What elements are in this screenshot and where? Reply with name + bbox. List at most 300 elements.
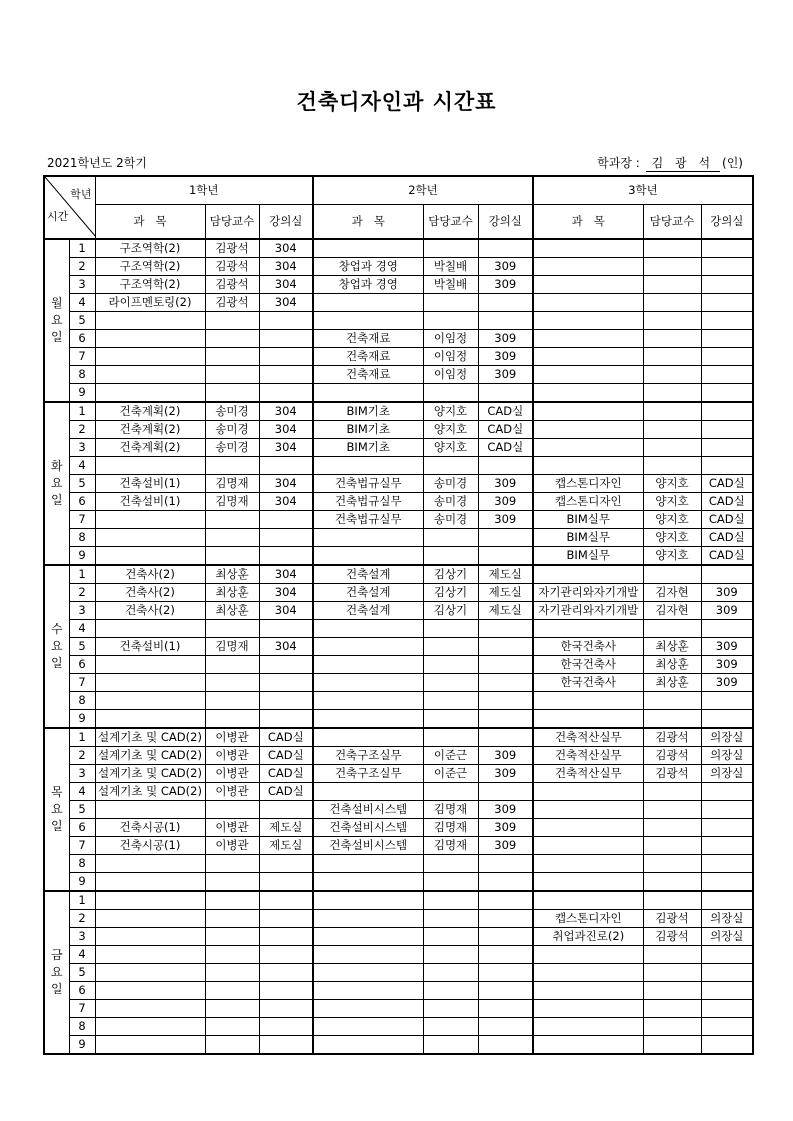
grade3-subject: 한국건축사 bbox=[533, 638, 643, 656]
table-row bbox=[44, 348, 753, 366]
grade2-professor bbox=[423, 239, 478, 258]
grade3-subject bbox=[533, 421, 643, 439]
table-row bbox=[44, 421, 753, 439]
period-number: 3 bbox=[69, 602, 95, 620]
professor-header: 담당교수 bbox=[423, 205, 478, 240]
grade3-professor bbox=[643, 1018, 701, 1036]
table-row bbox=[44, 801, 753, 819]
grade2-professor: 이준근 bbox=[423, 765, 478, 783]
grade2-subject bbox=[313, 982, 423, 1000]
period-number: 9 bbox=[69, 547, 95, 566]
grade2-professor bbox=[423, 384, 478, 403]
table-row bbox=[44, 910, 753, 928]
grade2-room bbox=[478, 928, 533, 946]
period-number: 6 bbox=[69, 982, 95, 1000]
grade1-subject: 설계기초 및 CAD(2) bbox=[95, 783, 205, 801]
grade2-room: CAD실 bbox=[478, 402, 533, 421]
grade1-subject bbox=[95, 1018, 205, 1036]
grade1-room: 제도실 bbox=[259, 837, 313, 855]
grade1-professor bbox=[205, 855, 259, 873]
grade1-room bbox=[259, 982, 313, 1000]
grade2-subject bbox=[313, 547, 423, 566]
grade3-subject: 캡스톤디자인 bbox=[533, 493, 643, 511]
grade1-subject bbox=[95, 330, 205, 348]
grade2-subject: 건축구조실무 bbox=[313, 765, 423, 783]
grade1-subject bbox=[95, 547, 205, 566]
table-row bbox=[44, 928, 753, 946]
grade2-professor bbox=[423, 656, 478, 674]
grade3-professor: 양지호 bbox=[643, 475, 701, 493]
grade3-room bbox=[701, 873, 753, 892]
grade3-subject: BIM실무 bbox=[533, 547, 643, 566]
grade1-professor bbox=[205, 547, 259, 566]
grade2-subject: BIM기초 bbox=[313, 421, 423, 439]
room-header: 강의실 bbox=[701, 205, 753, 240]
grade3-professor bbox=[643, 855, 701, 873]
grade-header-row bbox=[44, 176, 753, 205]
period-number: 5 bbox=[69, 312, 95, 330]
grade1-subject bbox=[95, 855, 205, 873]
grade2-subject bbox=[313, 1036, 423, 1055]
grade1-professor bbox=[205, 1036, 259, 1055]
grade1-room: 제도실 bbox=[259, 819, 313, 837]
grade3-subject bbox=[533, 946, 643, 964]
period-number: 7 bbox=[69, 511, 95, 529]
grade2-professor bbox=[423, 529, 478, 547]
grade1-professor: 송미경 bbox=[205, 439, 259, 457]
grade2-professor bbox=[423, 547, 478, 566]
grade3-room: 의장실 bbox=[701, 765, 753, 783]
grade2-room bbox=[478, 710, 533, 729]
grade3-room bbox=[701, 348, 753, 366]
grade2-professor bbox=[423, 946, 478, 964]
grade2-subject bbox=[313, 910, 423, 928]
grade1-professor bbox=[205, 674, 259, 692]
term-label: 2021학년도 2학기 bbox=[47, 156, 147, 170]
grade2-professor: 김명재 bbox=[423, 819, 478, 837]
grade3-subject: 건축적산실무 bbox=[533, 728, 643, 747]
grade3-professor bbox=[643, 710, 701, 729]
grade2-professor bbox=[423, 873, 478, 892]
chair-name: 김 광 석 bbox=[646, 154, 720, 172]
grade2-subject bbox=[313, 239, 423, 258]
grade1-room bbox=[259, 910, 313, 928]
grade3-room bbox=[701, 964, 753, 982]
grade3-professor bbox=[643, 1036, 701, 1055]
grade2-room bbox=[478, 656, 533, 674]
grade1-subject: 건축계획(2) bbox=[95, 421, 205, 439]
grade1-subject: 건축계획(2) bbox=[95, 402, 205, 421]
grade2-subject: 건축법규실무 bbox=[313, 511, 423, 529]
grade3-room bbox=[701, 855, 753, 873]
grade1-subject bbox=[95, 928, 205, 946]
period-number: 9 bbox=[69, 1036, 95, 1055]
grade3-subject bbox=[533, 982, 643, 1000]
period-number: 5 bbox=[69, 801, 95, 819]
grade3-professor bbox=[643, 330, 701, 348]
day-label bbox=[44, 402, 69, 565]
table-row bbox=[44, 873, 753, 892]
grade2-room: 309 bbox=[478, 330, 533, 348]
day-label-char: 월 bbox=[50, 296, 63, 310]
grade3-professor bbox=[643, 982, 701, 1000]
grade1-professor bbox=[205, 312, 259, 330]
grade1-professor: 김명재 bbox=[205, 493, 259, 511]
grade1-professor: 최상훈 bbox=[205, 565, 259, 584]
table-row bbox=[44, 783, 753, 801]
grade3-subject bbox=[533, 439, 643, 457]
chair-label: 학과장 : bbox=[597, 156, 640, 170]
grade1-professor bbox=[205, 692, 259, 710]
day-label-char: 일 bbox=[50, 656, 63, 670]
grade3-professor bbox=[643, 421, 701, 439]
grade3-subject bbox=[533, 1018, 643, 1036]
grade3-room bbox=[701, 276, 753, 294]
grade3-subject bbox=[533, 312, 643, 330]
grade1-professor bbox=[205, 330, 259, 348]
grade2-professor bbox=[423, 855, 478, 873]
grade3-professor bbox=[643, 837, 701, 855]
table-row bbox=[44, 584, 753, 602]
grade1-professor: 김명재 bbox=[205, 475, 259, 493]
grade1-professor bbox=[205, 1018, 259, 1036]
grade2-room bbox=[478, 873, 533, 892]
grade1-subject bbox=[95, 620, 205, 638]
grade2-subject bbox=[313, 783, 423, 801]
grade2-professor: 김상기 bbox=[423, 602, 478, 620]
table-row bbox=[44, 457, 753, 475]
grade3-professor bbox=[643, 384, 701, 403]
grade3-room bbox=[701, 402, 753, 421]
grade2-room bbox=[478, 674, 533, 692]
grade1-subject bbox=[95, 511, 205, 529]
grade2-professor bbox=[423, 1018, 478, 1036]
grade2-room bbox=[478, 783, 533, 801]
grade2-room bbox=[478, 638, 533, 656]
grade1-subject bbox=[95, 656, 205, 674]
table-row bbox=[44, 891, 753, 910]
grade2-room bbox=[478, 620, 533, 638]
grade3-room: 의장실 bbox=[701, 728, 753, 747]
grade1-room bbox=[259, 312, 313, 330]
period-number: 3 bbox=[69, 928, 95, 946]
grade2-subject bbox=[313, 1018, 423, 1036]
grade3-professor bbox=[643, 946, 701, 964]
period-number: 7 bbox=[69, 348, 95, 366]
grade1-professor bbox=[205, 710, 259, 729]
table-row bbox=[44, 330, 753, 348]
grade-2-header: 2학년 bbox=[313, 176, 533, 205]
grade2-subject bbox=[313, 891, 423, 910]
grade1-professor bbox=[205, 511, 259, 529]
grade3-room bbox=[701, 439, 753, 457]
day-label-char: 수 bbox=[50, 622, 63, 636]
period-number: 4 bbox=[69, 457, 95, 475]
grade3-subject bbox=[533, 384, 643, 403]
grade1-room bbox=[259, 366, 313, 384]
table-row bbox=[44, 638, 753, 656]
grade3-subject bbox=[533, 457, 643, 475]
grade2-subject bbox=[313, 656, 423, 674]
table-row bbox=[44, 511, 753, 529]
grade1-professor bbox=[205, 384, 259, 403]
grade2-subject bbox=[313, 638, 423, 656]
table-row bbox=[44, 276, 753, 294]
period-number: 7 bbox=[69, 1000, 95, 1018]
grade2-room: 309 bbox=[478, 493, 533, 511]
period-number: 2 bbox=[69, 910, 95, 928]
table-row bbox=[44, 312, 753, 330]
period-number: 2 bbox=[69, 258, 95, 276]
grade1-room bbox=[259, 710, 313, 729]
grade3-subject: BIM실무 bbox=[533, 529, 643, 547]
grade1-subject bbox=[95, 946, 205, 964]
grade3-room bbox=[701, 565, 753, 584]
grade3-professor: 김광석 bbox=[643, 928, 701, 946]
grade2-room: 제도실 bbox=[478, 565, 533, 584]
grade1-room: 304 bbox=[259, 475, 313, 493]
grade2-room bbox=[478, 384, 533, 403]
grade1-room: 304 bbox=[259, 276, 313, 294]
period-number: 2 bbox=[69, 584, 95, 602]
grade3-room bbox=[701, 294, 753, 312]
corner-time-label: 시간 bbox=[47, 210, 69, 223]
grade3-subject: BIM실무 bbox=[533, 511, 643, 529]
grade3-professor bbox=[643, 276, 701, 294]
grade1-subject bbox=[95, 873, 205, 892]
grade2-professor: 박칠배 bbox=[423, 276, 478, 294]
grade2-professor: 이임정 bbox=[423, 366, 478, 384]
grade2-professor: 박칠배 bbox=[423, 258, 478, 276]
grade3-subject bbox=[533, 348, 643, 366]
period-number: 8 bbox=[69, 366, 95, 384]
corner-cell bbox=[44, 176, 95, 239]
grade2-professor bbox=[423, 620, 478, 638]
column-header-row bbox=[44, 205, 753, 240]
grade2-professor: 송미경 bbox=[423, 511, 478, 529]
table-row bbox=[44, 946, 753, 964]
grade1-room bbox=[259, 674, 313, 692]
grade3-professor bbox=[643, 402, 701, 421]
table-row bbox=[44, 258, 753, 276]
grade2-professor bbox=[423, 312, 478, 330]
period-number: 9 bbox=[69, 710, 95, 729]
grade3-subject bbox=[533, 783, 643, 801]
grade2-professor bbox=[423, 674, 478, 692]
subject-header: 과 목 bbox=[95, 205, 205, 240]
professor-header: 담당교수 bbox=[205, 205, 259, 240]
grade2-room: 309 bbox=[478, 348, 533, 366]
grade2-professor bbox=[423, 1000, 478, 1018]
grade1-professor bbox=[205, 620, 259, 638]
room-header: 강의실 bbox=[478, 205, 533, 240]
grade3-room: CAD실 bbox=[701, 475, 753, 493]
grade1-subject bbox=[95, 366, 205, 384]
grade1-professor: 김광석 bbox=[205, 258, 259, 276]
grade1-professor bbox=[205, 529, 259, 547]
grade1-subject bbox=[95, 529, 205, 547]
period-number: 4 bbox=[69, 946, 95, 964]
grade2-subject bbox=[313, 873, 423, 892]
grade3-subject: 한국건축사 bbox=[533, 656, 643, 674]
grade3-subject bbox=[533, 873, 643, 892]
grade3-room bbox=[701, 366, 753, 384]
grade2-room bbox=[478, 547, 533, 566]
grade3-professor bbox=[643, 801, 701, 819]
table-row bbox=[44, 547, 753, 566]
grade3-room bbox=[701, 783, 753, 801]
grade3-subject bbox=[533, 801, 643, 819]
grade1-subject bbox=[95, 457, 205, 475]
grade3-room: 의장실 bbox=[701, 747, 753, 765]
grade3-professor bbox=[643, 819, 701, 837]
grade1-subject bbox=[95, 801, 205, 819]
day-label bbox=[44, 565, 69, 728]
grade3-room bbox=[701, 1000, 753, 1018]
day-label bbox=[44, 728, 69, 891]
grade3-professor: 최상훈 bbox=[643, 674, 701, 692]
grade1-room bbox=[259, 946, 313, 964]
grade1-professor bbox=[205, 1000, 259, 1018]
grade2-subject bbox=[313, 529, 423, 547]
grade3-room bbox=[701, 692, 753, 710]
grade1-room bbox=[259, 692, 313, 710]
grade3-subject bbox=[533, 565, 643, 584]
grade1-room bbox=[259, 457, 313, 475]
period-number: 1 bbox=[69, 565, 95, 584]
grade2-subject: 창업과 경영 bbox=[313, 276, 423, 294]
grade3-professor bbox=[643, 294, 701, 312]
table-row bbox=[44, 837, 753, 855]
grade3-professor bbox=[643, 457, 701, 475]
period-number: 3 bbox=[69, 276, 95, 294]
grade1-room bbox=[259, 384, 313, 403]
grade1-professor: 김광석 bbox=[205, 276, 259, 294]
grade2-subject bbox=[313, 312, 423, 330]
grade3-subject bbox=[533, 837, 643, 855]
grade2-professor bbox=[423, 457, 478, 475]
grade1-subject: 설계기초 및 CAD(2) bbox=[95, 765, 205, 783]
grade1-professor bbox=[205, 873, 259, 892]
grade2-room: 309 bbox=[478, 747, 533, 765]
grade3-subject bbox=[533, 710, 643, 729]
grade2-professor bbox=[423, 783, 478, 801]
page-title: 건축디자인과 시간표 bbox=[296, 90, 497, 114]
table-row bbox=[44, 819, 753, 837]
grade2-room bbox=[478, 457, 533, 475]
grade2-room: 제도실 bbox=[478, 584, 533, 602]
grade3-room: 309 bbox=[701, 602, 753, 620]
grade2-subject bbox=[313, 1000, 423, 1018]
grade3-professor bbox=[643, 692, 701, 710]
period-number: 5 bbox=[69, 964, 95, 982]
period-number: 3 bbox=[69, 439, 95, 457]
grade1-subject bbox=[95, 1000, 205, 1018]
grade3-professor bbox=[643, 565, 701, 584]
grade2-room: 309 bbox=[478, 475, 533, 493]
grade3-room: 309 bbox=[701, 656, 753, 674]
grade2-professor bbox=[423, 1036, 478, 1055]
table-row bbox=[44, 565, 753, 584]
grade2-subject: 건축설비시스템 bbox=[313, 837, 423, 855]
grade1-subject: 설계기초 및 CAD(2) bbox=[95, 728, 205, 747]
grade1-professor bbox=[205, 656, 259, 674]
grade3-professor bbox=[643, 964, 701, 982]
grade1-professor bbox=[205, 348, 259, 366]
grade2-subject bbox=[313, 728, 423, 747]
period-number: 8 bbox=[69, 692, 95, 710]
period-number: 6 bbox=[69, 819, 95, 837]
grade1-room bbox=[259, 1000, 313, 1018]
grade3-room bbox=[701, 710, 753, 729]
grade1-subject: 건축설비(1) bbox=[95, 475, 205, 493]
grade3-professor: 김광석 bbox=[643, 910, 701, 928]
table-row bbox=[44, 1036, 753, 1055]
table-row bbox=[44, 239, 753, 258]
grade2-professor: 이임정 bbox=[423, 330, 478, 348]
grade1-subject: 건축계획(2) bbox=[95, 439, 205, 457]
grade2-room: 309 bbox=[478, 801, 533, 819]
period-number: 6 bbox=[69, 330, 95, 348]
grade2-subject bbox=[313, 964, 423, 982]
grade1-subject bbox=[95, 710, 205, 729]
grade1-subject: 구조역학(2) bbox=[95, 239, 205, 258]
grade2-professor: 김상기 bbox=[423, 565, 478, 584]
table-row bbox=[44, 728, 753, 747]
grade1-professor bbox=[205, 801, 259, 819]
grade1-room: 304 bbox=[259, 638, 313, 656]
grade1-subject bbox=[95, 910, 205, 928]
grade1-room: 304 bbox=[259, 239, 313, 258]
grade2-room bbox=[478, 855, 533, 873]
grade1-subject bbox=[95, 964, 205, 982]
grade1-professor bbox=[205, 366, 259, 384]
table-row bbox=[44, 674, 753, 692]
grade3-room: 의장실 bbox=[701, 910, 753, 928]
corner-diagonal bbox=[45, 177, 95, 237]
grade3-room bbox=[701, 258, 753, 276]
grade3-room: 309 bbox=[701, 638, 753, 656]
grade1-room: 304 bbox=[259, 402, 313, 421]
grade1-professor bbox=[205, 910, 259, 928]
grade2-professor bbox=[423, 692, 478, 710]
grade2-professor: 이준근 bbox=[423, 747, 478, 765]
grade2-subject bbox=[313, 928, 423, 946]
grade3-room bbox=[701, 819, 753, 837]
grade2-professor: 송미경 bbox=[423, 493, 478, 511]
grade1-room: CAD실 bbox=[259, 783, 313, 801]
grade1-room: 304 bbox=[259, 493, 313, 511]
grade3-subject bbox=[533, 692, 643, 710]
grade1-room: 304 bbox=[259, 439, 313, 457]
grade3-room bbox=[701, 801, 753, 819]
table-row bbox=[44, 402, 753, 421]
grade2-room bbox=[478, 910, 533, 928]
grade1-room: 304 bbox=[259, 584, 313, 602]
table-row bbox=[44, 710, 753, 729]
grade1-professor: 최상훈 bbox=[205, 602, 259, 620]
grade1-professor bbox=[205, 982, 259, 1000]
table-row bbox=[44, 1000, 753, 1018]
grade1-room bbox=[259, 1036, 313, 1055]
grade2-room: 309 bbox=[478, 837, 533, 855]
grade2-room: CAD실 bbox=[478, 439, 533, 457]
grade3-subject: 한국건축사 bbox=[533, 674, 643, 692]
period-number: 2 bbox=[69, 421, 95, 439]
grade1-professor: 김명재 bbox=[205, 638, 259, 656]
period-number: 9 bbox=[69, 384, 95, 403]
table-row bbox=[44, 1018, 753, 1036]
